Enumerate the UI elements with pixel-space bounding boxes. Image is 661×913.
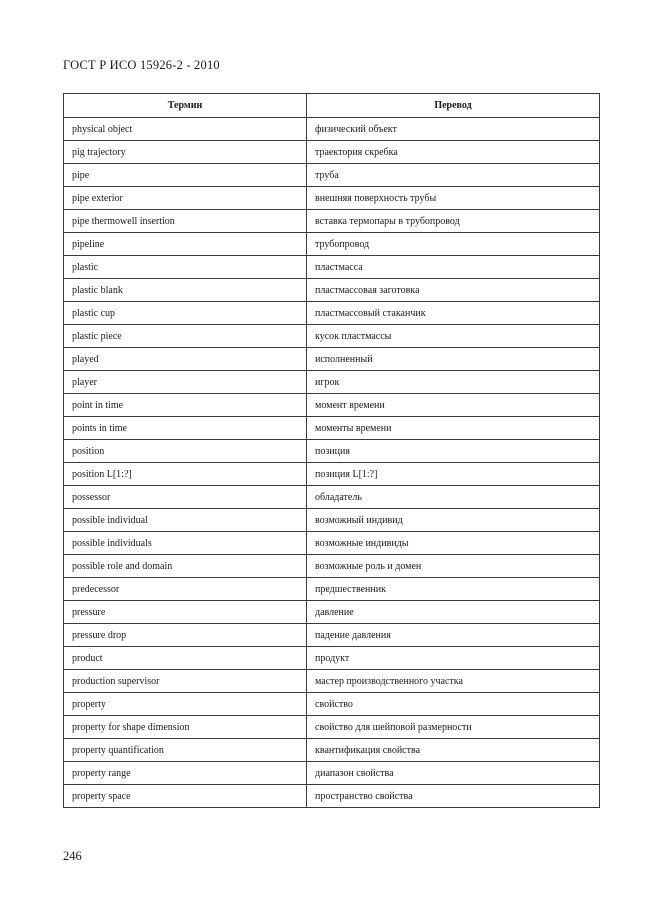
term-cell: physical object xyxy=(64,118,307,141)
translation-cell: падение давления xyxy=(307,624,600,647)
term-cell: property for shape dimension xyxy=(64,716,307,739)
term-cell: position L[1:?] xyxy=(64,463,307,486)
translation-cell: мастер производственного участка xyxy=(307,670,600,693)
translation-cell: свойство xyxy=(307,693,600,716)
term-cell: plastic piece xyxy=(64,325,307,348)
term-cell: plastic xyxy=(64,256,307,279)
term-cell: pipeline xyxy=(64,233,307,256)
term-cell: plastic cup xyxy=(64,302,307,325)
term-cell: possible role and domain xyxy=(64,555,307,578)
table-row xyxy=(64,187,600,210)
translation-cell: игрок xyxy=(307,371,600,394)
table-row xyxy=(64,647,600,670)
translation-cell: физический объект xyxy=(307,118,600,141)
translation-cell: моменты времени xyxy=(307,417,600,440)
translation-cell: траектория скребка xyxy=(307,141,600,164)
term-cell: predecessor xyxy=(64,578,307,601)
table-row xyxy=(64,233,600,256)
table-row xyxy=(64,601,600,624)
column-header-term: Термин xyxy=(64,94,307,118)
term-cell: points in time xyxy=(64,417,307,440)
translation-cell: пластмасса xyxy=(307,256,600,279)
table-row xyxy=(64,302,600,325)
page-number: 246 xyxy=(63,849,82,863)
translation-cell: возможные роль и домен xyxy=(307,555,600,578)
translation-cell: пространство свойства xyxy=(307,785,600,808)
table-row xyxy=(64,463,600,486)
table-row xyxy=(64,509,600,532)
translation-cell: труба xyxy=(307,164,600,187)
term-cell: property quantification xyxy=(64,739,307,762)
table-row xyxy=(64,555,600,578)
term-cell: production supervisor xyxy=(64,670,307,693)
translation-cell: обладатель xyxy=(307,486,600,509)
table-row xyxy=(64,578,600,601)
translation-cell: продукт xyxy=(307,647,600,670)
table-row xyxy=(64,624,600,647)
term-cell: pipe exterior xyxy=(64,187,307,210)
translation-cell: позиция L[1:?] xyxy=(307,463,600,486)
term-cell: possible individuals xyxy=(64,532,307,555)
translation-cell: позиция xyxy=(307,440,600,463)
table-row xyxy=(64,279,600,302)
translation-cell: предшественник xyxy=(307,578,600,601)
table-row xyxy=(64,486,600,509)
table-row xyxy=(64,762,600,785)
table-row xyxy=(64,348,600,371)
translation-cell: возможные индивиды xyxy=(307,532,600,555)
term-cell: possessor xyxy=(64,486,307,509)
term-cell: position xyxy=(64,440,307,463)
translation-cell: кусок пластмассы xyxy=(307,325,600,348)
table-row xyxy=(64,739,600,762)
term-cell: property space xyxy=(64,785,307,808)
table-row xyxy=(64,141,600,164)
glossary-table xyxy=(63,93,600,808)
term-cell: pipe xyxy=(64,164,307,187)
term-cell: pressure xyxy=(64,601,307,624)
term-cell: product xyxy=(64,647,307,670)
table-row xyxy=(64,256,600,279)
translation-cell: исполненный xyxy=(307,348,600,371)
table-row xyxy=(64,670,600,693)
translation-cell: пластмассовая заготовка xyxy=(307,279,600,302)
document-header: ГОСТ Р ИСО 15926-2 - 2010 xyxy=(63,58,220,72)
column-header-translation: Перевод xyxy=(307,94,600,118)
translation-cell: момент времени xyxy=(307,394,600,417)
translation-cell: вставка термопары в трубопровод xyxy=(307,210,600,233)
translation-cell: возможный индивид xyxy=(307,509,600,532)
table-row xyxy=(64,693,600,716)
table-row xyxy=(64,417,600,440)
term-cell: plastic blank xyxy=(64,279,307,302)
table-header-row xyxy=(64,94,600,118)
translation-cell: трубопровод xyxy=(307,233,600,256)
table-row xyxy=(64,210,600,233)
table-body xyxy=(64,118,600,808)
translation-cell: внешняя поверхность трубы xyxy=(307,187,600,210)
term-cell: property xyxy=(64,693,307,716)
term-cell: played xyxy=(64,348,307,371)
translation-cell: свойство для шейповой размерности xyxy=(307,716,600,739)
translation-cell: диапазон свойства xyxy=(307,762,600,785)
table-row xyxy=(64,118,600,141)
translation-cell: давление xyxy=(307,601,600,624)
term-cell: point in time xyxy=(64,394,307,417)
table-row xyxy=(64,532,600,555)
table-row xyxy=(64,785,600,808)
table-row xyxy=(64,716,600,739)
term-cell: possible individual xyxy=(64,509,307,532)
term-cell: pressure drop xyxy=(64,624,307,647)
table-row xyxy=(64,164,600,187)
table-row xyxy=(64,371,600,394)
term-cell: property range xyxy=(64,762,307,785)
term-cell: player xyxy=(64,371,307,394)
table-row xyxy=(64,325,600,348)
translation-cell: квантификация свойства xyxy=(307,739,600,762)
table-row xyxy=(64,440,600,463)
term-cell: pig trajectory xyxy=(64,141,307,164)
table-row xyxy=(64,394,600,417)
term-cell: pipe thermowell insertion xyxy=(64,210,307,233)
translation-cell: пластмассовый стаканчик xyxy=(307,302,600,325)
